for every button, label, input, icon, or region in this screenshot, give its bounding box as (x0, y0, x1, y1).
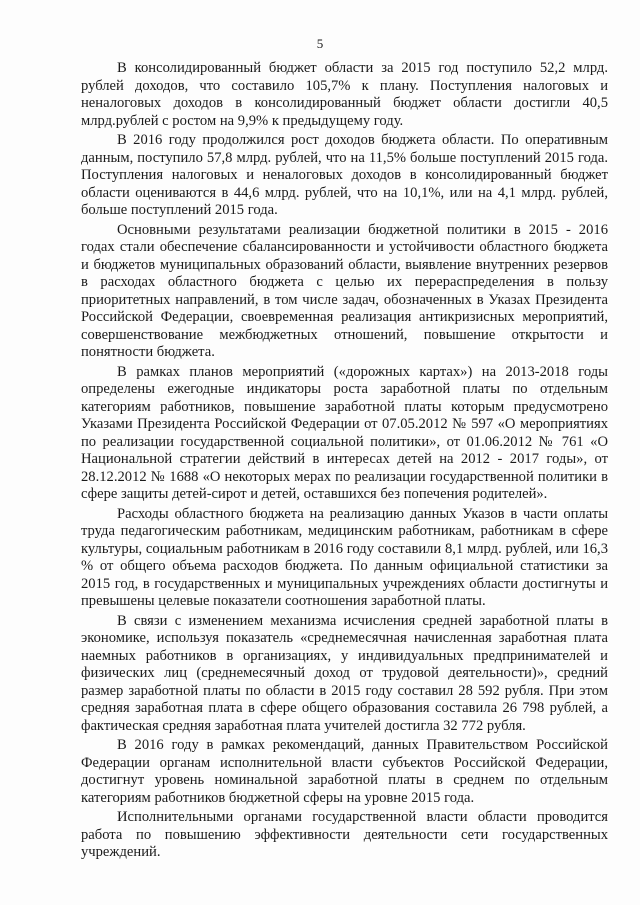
page-number: 5 (316, 36, 324, 51)
paragraph-budget-2016: В 2016 году продолжился рост доходов бюджета области. По оперативным данным, поступило 57,8 млрд. рублей, что на 11,5% больше поступлений 2015 года. Поступления налоговых и неналоговых доходов в консолидированный бюджет области оцениваются в 44,6 млрд. рублей, что на 10,1%, или на 4,1 млрд. рублей, больше поступлений 2015 года. (81, 132, 608, 218)
paragraph-institutions-efficiency: Исполнительными органами государственной власти области проводится работа по повышению эффективности деятельности сети государственных учреждений. (81, 809, 608, 860)
paragraph-roadmaps: В рамках планов мероприятий («дорожных картах») на 2013-2018 годы определены ежегодные индикаторы роста заработной платы по отдельным категориям работников, повышение заработной платы которым предусмотрено Указами Президента Российской Федерации от 07.05.2012 № 597 «О мероприятиях по реализации государственной социальной политики», от 01.06.2012 № 761 «О Национальной стратегии действий в интересах детей на 2012 - 2017 годы», от 28.12.2012 № 1688 «О некоторых мерах по реализации государственной политики в сфере защиты детей-сирот и детей, оставшихся без попечения родителей». (81, 363, 608, 502)
paragraph-budget-2015: В консолидированный бюджет области за 2015 год поступило 52,2 млрд. рублей доходов, что составило 105,7% к плану. Поступления налоговых и неналоговых доходов в консолидированный бюджет области достигли 40,5 млрд.рублей с ростом на 9,9% к предыдущему году. (81, 60, 608, 129)
paragraph-average-salary: В связи с изменением механизма исчисления средней заработной платы в экономике, используя показатель «среднемесячная начисленная заработная плата наемных работников в организациях, у индивидуальных предпринимателей и физических лиц (среднемесячный доход от трудовой деятельности)», средний размер заработной платы по области в 2015 году составил 28 592 рубля. При этом средняя заработная плата в сфере общего образования составила 26 798 рублей, а фактическая средняя заработная плата учителей достигла 32 772 рубля. (81, 612, 608, 734)
document-body (81, 60, 608, 862)
paragraph-budget-policy-results: Основными результатами реализации бюджетной политики в 2015 - 2016 годах стали обеспечение сбалансированности и устойчивости областного бюджета и бюджетов муниципальных образований области, выявление внутренних резервов в расходах областного бюджета с целью их перераспределения в пользу приоритетных направлений, в том числе задач, обозначенных в Указах Президента Российской Федерации, своевременная реализация антикризисных мероприятий, совершенствование межбюджетных отношений, повышение открытости и понятности бюджета. (81, 221, 608, 360)
paragraph-decree-expenses: Расходы областного бюджета на реализацию данных Указов в части оплаты труда педагогическим работникам, медицинским работникам, работникам в сфере культуры, социальным работникам в 2016 году составили 8,1 млрд. рублей, или 16,3 % от общего объема расходов бюджета. По данным официальной статистики за 2015 год, в государственных и муниципальных учреждениях области достигнуты и превышены целевые показатели соотношения заработной платы. (81, 505, 608, 609)
paragraph-salary-2016: В 2016 году в рамках рекомендаций, данных Правительством Российской Федерации органам исполнительной власти субъектов Российской Федерации, достигнут уровень номинальной заработной платы в среднем по отдельным категориям работников бюджетной сферы на уровне 2015 года. (81, 737, 608, 806)
